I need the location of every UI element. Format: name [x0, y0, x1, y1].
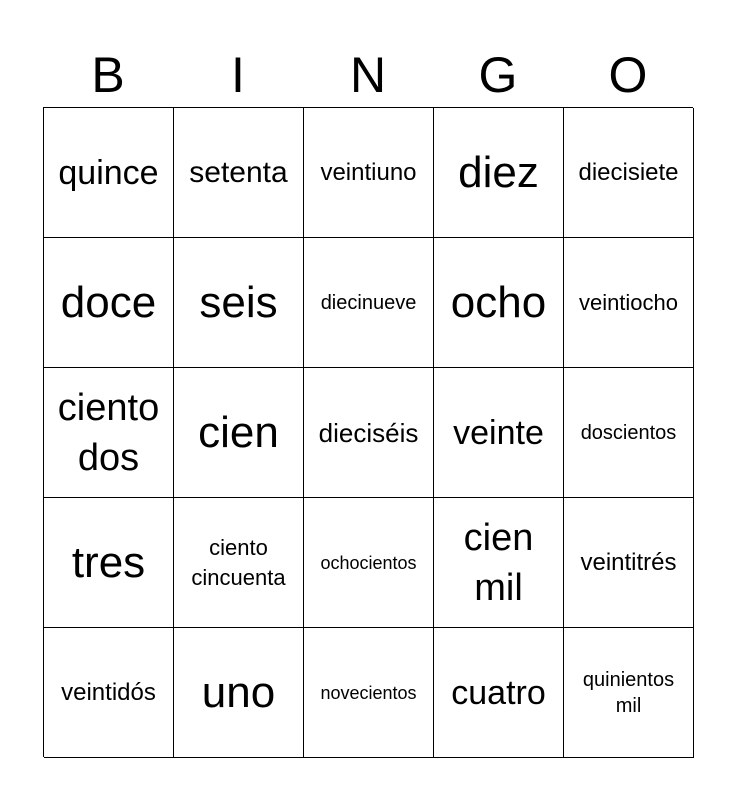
cell-label: diecisiete: [578, 158, 679, 186]
bingo-cell-r2c2[interactable]: [304, 368, 434, 498]
bingo-cell-r2c1[interactable]: [174, 368, 304, 498]
bingo-cell-r2c4[interactable]: [564, 368, 694, 498]
cell-label: veinte: [453, 413, 544, 452]
bingo-cell-r1c4[interactable]: [564, 238, 694, 368]
header-letter-n: N: [349, 47, 387, 103]
cell-label: doscientos: [580, 421, 677, 444]
cell-label: veintidós: [61, 678, 156, 706]
bingo-cell-r3c2[interactable]: [304, 498, 434, 628]
bingo-cell-r4c0[interactable]: [44, 628, 174, 758]
cell-label: cien mil: [463, 516, 534, 609]
cell-label: quince: [58, 153, 159, 192]
bingo-cell-r2c3[interactable]: [434, 368, 564, 498]
header-letter-i: I: [231, 47, 245, 103]
bingo-cell-r4c4[interactable]: [564, 628, 694, 758]
cell-label: uno: [201, 667, 276, 717]
bingo-board: [43, 107, 693, 757]
cell-label: veintiuno: [320, 158, 417, 186]
bingo-cell-r0c2[interactable]: [304, 108, 434, 238]
cell-label: cuatro: [451, 673, 546, 712]
cell-label: diez: [458, 147, 539, 197]
bingo-cell-r4c3[interactable]: [434, 628, 564, 758]
cell-label: seis: [199, 277, 278, 327]
header-letter-g: G: [478, 47, 518, 103]
bingo-cell-r1c1[interactable]: [174, 238, 304, 368]
header-letter-b: B: [91, 47, 125, 103]
bingo-cell-r1c2[interactable]: [304, 238, 434, 368]
header-letter-o: O: [608, 47, 648, 103]
bingo-cell-r4c1[interactable]: [174, 628, 304, 758]
bingo-cell-r2c0[interactable]: [44, 368, 174, 498]
cell-label: tres: [71, 537, 146, 587]
cell-label: doce: [60, 277, 157, 327]
cell-label: cien: [198, 407, 279, 457]
cell-label: ciento cincuenta: [191, 534, 286, 590]
bingo-cell-r3c1[interactable]: [174, 498, 304, 628]
bingo-cell-r3c4[interactable]: [564, 498, 694, 628]
bingo-cell-r3c0[interactable]: [44, 498, 174, 628]
bingo-cell-r3c3[interactable]: [434, 498, 564, 628]
bingo-cell-r0c4[interactable]: [564, 108, 694, 238]
bingo-cell-r0c0[interactable]: [44, 108, 174, 238]
cell-label: veintiocho: [578, 289, 679, 315]
cell-label: ochocientos: [320, 552, 417, 573]
cell-label: ocho: [450, 277, 547, 327]
cell-label: dieciséis: [318, 417, 419, 448]
cell-label: veintitrés: [580, 548, 677, 576]
bingo-header: [43, 44, 693, 106]
bingo-cell-r1c0[interactable]: [44, 238, 174, 368]
cell-label: diecinueve: [320, 291, 417, 314]
cell-label: ciento dos: [57, 386, 160, 479]
bingo-cell-r1c3[interactable]: [434, 238, 564, 368]
cell-label: quinientos mil: [582, 668, 675, 717]
bingo-cell-r4c2[interactable]: [304, 628, 434, 758]
bingo-cell-r0c1[interactable]: [174, 108, 304, 238]
cell-label: setenta: [189, 155, 288, 189]
bingo-cell-r0c3[interactable]: [434, 108, 564, 238]
cell-label: novecientos: [320, 682, 417, 703]
